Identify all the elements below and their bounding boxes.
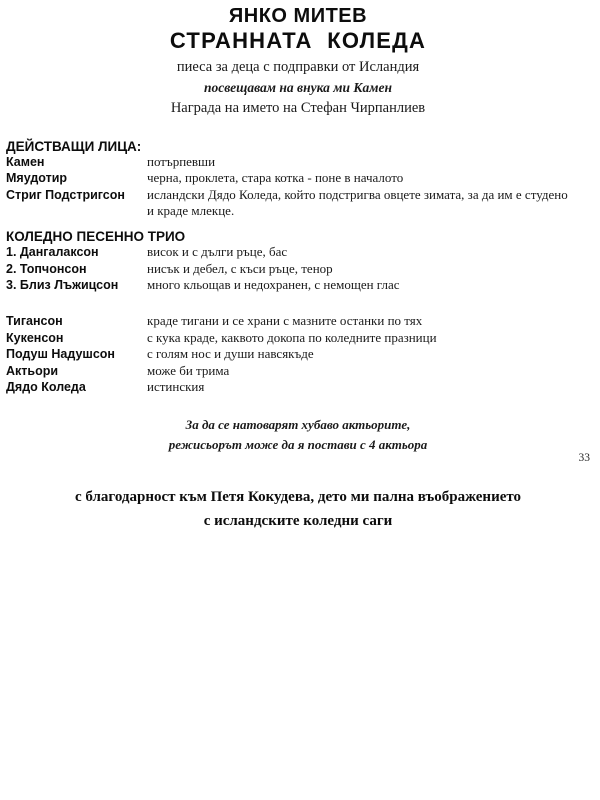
list-item [4, 346, 592, 363]
character-description: с голям нос и души навсякъде [147, 346, 314, 362]
acknowledgement-line-2: с исландските коледни саги [203, 513, 393, 530]
character-description: много кльощав и недохранен, с немощен глас [147, 277, 400, 293]
dedication: посвещавам на внука ми Камен [204, 79, 392, 95]
character-description: нисък и дебел, с къси ръце, тенор [147, 260, 333, 276]
character-name: Актьори [6, 363, 59, 378]
character-description: с кука краде, каквото докопа по коледните празници [147, 329, 437, 345]
author-name: ЯНКО МИТЕВ [228, 5, 368, 27]
list-item [4, 244, 592, 261]
character-name: 3. Близ Лъжицсон [6, 278, 119, 293]
list-item-continuation [4, 203, 592, 220]
character-description: истинския [147, 379, 205, 395]
director-note-line-1: За да се натоварят хубаво актьорите, [185, 417, 411, 433]
character-name: Подуш Надушсон [6, 347, 115, 362]
trio-list [4, 244, 592, 294]
list-item [4, 154, 592, 171]
character-name: Мяудотир [6, 171, 68, 186]
character-name: Дядо Коледа [6, 380, 86, 395]
list-item [4, 261, 592, 278]
acknowledgement-line-1: с благодарност към Петя Кокудева, дето ми пална въображението [74, 489, 522, 506]
character-name: Кукенсон [6, 330, 64, 345]
spacer [4, 455, 592, 485]
director-note-line-2: режисьорът може да я постави с 4 актьора [168, 437, 428, 453]
director-note [4, 415, 592, 455]
cast-heading: ДЕЙСТВАЩИ ЛИЦА: [6, 138, 142, 154]
spacer [4, 220, 592, 229]
list-item [4, 330, 592, 347]
spacer [4, 120, 592, 139]
award-line: Награда на името на Стефан Чирпанлиев [170, 99, 426, 116]
trio-heading: КОЛЕДНО ПЕСЕННО ТРИО [6, 229, 186, 245]
acknowledgement [4, 485, 592, 533]
character-description: исландски Дядо Коледа, който подстригва овцете зимата, за да им е студено [147, 186, 568, 202]
list-item [4, 363, 592, 380]
character-description: висок и с дълги ръце, бас [147, 244, 288, 260]
spacer [4, 294, 592, 313]
character-name: Камен [6, 154, 45, 169]
title-block [4, 0, 592, 120]
cast-list [4, 154, 592, 221]
page-title: СТРАННАТА КОЛЕДА [169, 28, 427, 53]
list-item [4, 379, 592, 396]
character-name: 1. Дангалаксон [6, 245, 99, 260]
character-description: черна, проклета, стара котка - поне в началото [147, 170, 404, 186]
character-name: Тигансон [6, 313, 63, 328]
character-description: краде тигани и се храни с мазните останки по тях [147, 312, 423, 328]
list-item [4, 313, 592, 330]
character-name: 2. Топчонсон [6, 261, 87, 276]
character-description: може би трима [147, 362, 230, 378]
subtitle: пиеса за деца с подправки от Исландия [176, 58, 420, 75]
character-description: потърпевши [147, 153, 216, 169]
character-name: Стриг Подстригсон [6, 187, 125, 202]
list-item [4, 277, 592, 294]
list-item [4, 170, 592, 187]
other-characters-list [4, 313, 592, 396]
character-description-continued: и краде млекце. [147, 203, 235, 219]
spacer [4, 396, 592, 415]
list-item [4, 187, 592, 204]
page-number: 33 [578, 452, 590, 464]
